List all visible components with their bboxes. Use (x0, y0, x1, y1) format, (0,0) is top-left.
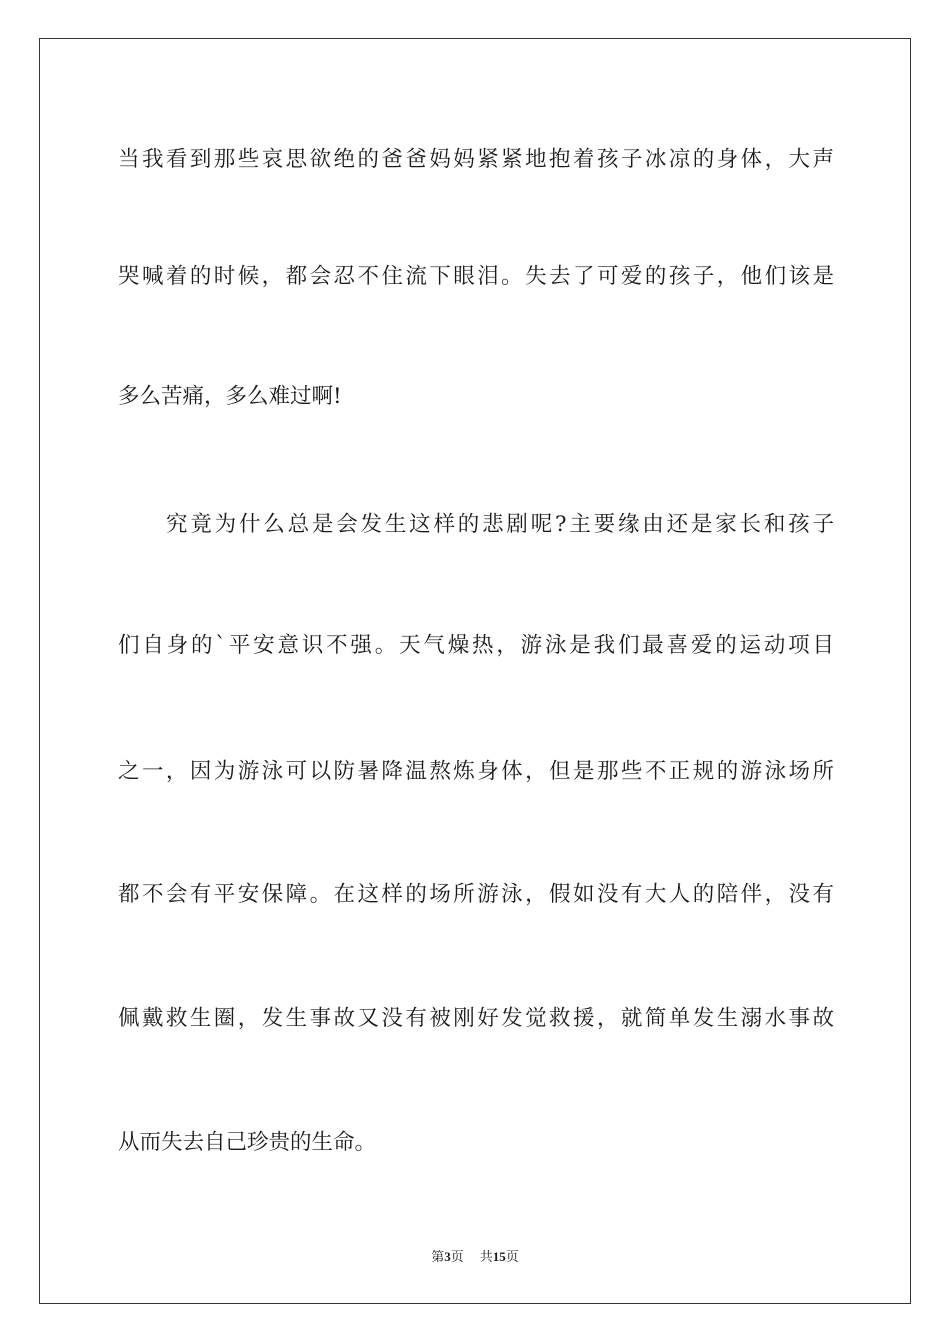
paragraph-1-line-2: 哭喊着的时候，都会忍不住流下眼泪。失去了可爱的孩子，他们该是 (118, 264, 834, 289)
paragraph-2-line-1: 究竟为什么总是会发生这样的悲剧呢?主要缘由还是家长和孩子 (166, 512, 834, 537)
footer-page-number: 3 (444, 1249, 451, 1264)
footer-page-prefix: 第 (431, 1250, 445, 1265)
paragraph-2-line-3: 之一，因为游泳可以防暑降温熬炼身体，但是那些不正规的游泳场所 (118, 759, 834, 784)
paragraph-2-line-5: 佩戴救生圈，发生事故又没有被刚好发觉救援，就简单发生溺水事故 (118, 1006, 834, 1031)
footer-total-number: 15 (492, 1249, 506, 1264)
footer-total-suffix: 页 (505, 1250, 519, 1265)
page-border (39, 38, 911, 1304)
footer-page-suffix: 页 (450, 1250, 464, 1265)
paragraph-2-line-6: 从而失去自己珍贵的生命。 (118, 1130, 377, 1155)
paragraph-1-line-3: 多么苦痛，多么难过啊! (118, 384, 342, 409)
paragraph-2-line-4: 都不会有平安保障。在这样的场所游泳，假如没有大人的陪伴，没有 (118, 882, 834, 907)
footer-total-prefix: 共 (479, 1250, 493, 1265)
paragraph-2-line-2: 们自身的`平安意识不强。天气燥热，游泳是我们最喜爱的运动项目 (118, 633, 834, 658)
page-footer (0, 1246, 950, 1265)
paragraph-1-line-1: 当我看到那些哀思欲绝的爸爸妈妈紧紧地抱着孩子冰凉的身体，大声 (118, 147, 834, 172)
